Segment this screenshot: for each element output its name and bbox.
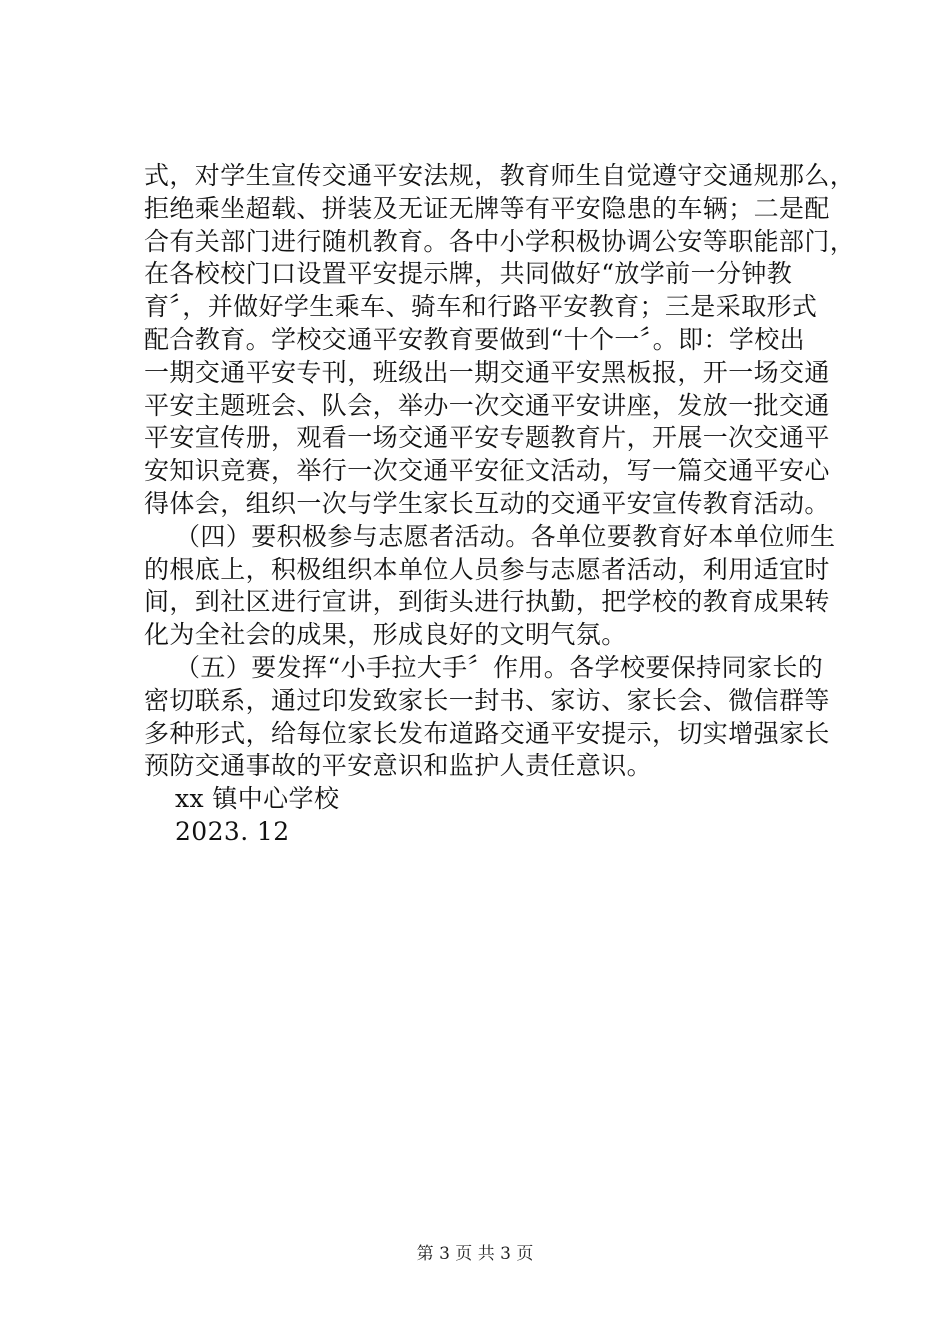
body-line: 一期交通平安专刊，班级出一期交通平安黑板报，开一场交通 bbox=[144, 357, 830, 387]
page-number-footer: 第 3 页 共 3 页 bbox=[416, 1244, 534, 1264]
body-line: 的根底上，积极组织本单位人员参与志愿者活动，利用适宜时 bbox=[144, 554, 830, 584]
body-line: 多种形式，给每位家长发布道路交通平安提示，切实增强家长 bbox=[144, 718, 830, 748]
body-line: 得体会，组织一次与学生家长互动的交通平安宣传教育活动。 bbox=[144, 488, 830, 518]
body-line: 化为全社会的成果，形成良好的文明气氛。 bbox=[144, 620, 627, 650]
body-line: 育〞，并做好学生乘车、骑车和行路平安教育；三是采取形式 bbox=[144, 292, 818, 322]
body-line: 拒绝乘坐超载、拼装及无证无牌等有平安隐患的车辆；二是配 bbox=[144, 193, 830, 223]
body-line: 在各校校门口设置平安提示牌，共同做好“放学前一分钟教 bbox=[144, 259, 793, 289]
paragraph-four-heading-line: （四）要积极参与志愿者活动。各单位要教育好本单位师生 bbox=[175, 521, 836, 551]
body-line: 平安宣传册，观看一场交通平安专题教育片，开展一次交通平 bbox=[144, 423, 830, 453]
signature-organization: xx 镇中心学校 bbox=[175, 784, 340, 814]
body-line: 预防交通事故的平安意识和监护人责任意识。 bbox=[144, 751, 653, 781]
paragraph-five-heading-line: （五）要发挥“小手拉大手〞作用。各学校要保持同家长的 bbox=[175, 652, 824, 682]
body-line: 密切联系，通过印发致家长一封书、家访、家长会、微信群等 bbox=[144, 685, 830, 715]
document-body bbox=[144, 160, 856, 849]
body-line: 合有关部门进行随机教育。各中小学积极协调公安等职能部门， bbox=[144, 226, 856, 256]
body-line: 间，到社区进行宣讲，到街头进行执勤，把学校的教育成果转 bbox=[144, 587, 830, 617]
body-line: 平安主题班会、队会，举办一次交通平安讲座，发放一批交通 bbox=[144, 390, 830, 420]
signature-date: 2023. 12 bbox=[175, 816, 290, 846]
body-line: 安知识竞赛，举行一次交通平安征文活动，写一篇交通平安心 bbox=[144, 456, 830, 486]
body-line: 配合教育。学校交通平安教育要做到“十个一〞。即：学校出 bbox=[144, 324, 806, 354]
body-line: 式，对学生宣传交通平安法规，教育师生自觉遵守交通规那么， bbox=[144, 161, 856, 190]
